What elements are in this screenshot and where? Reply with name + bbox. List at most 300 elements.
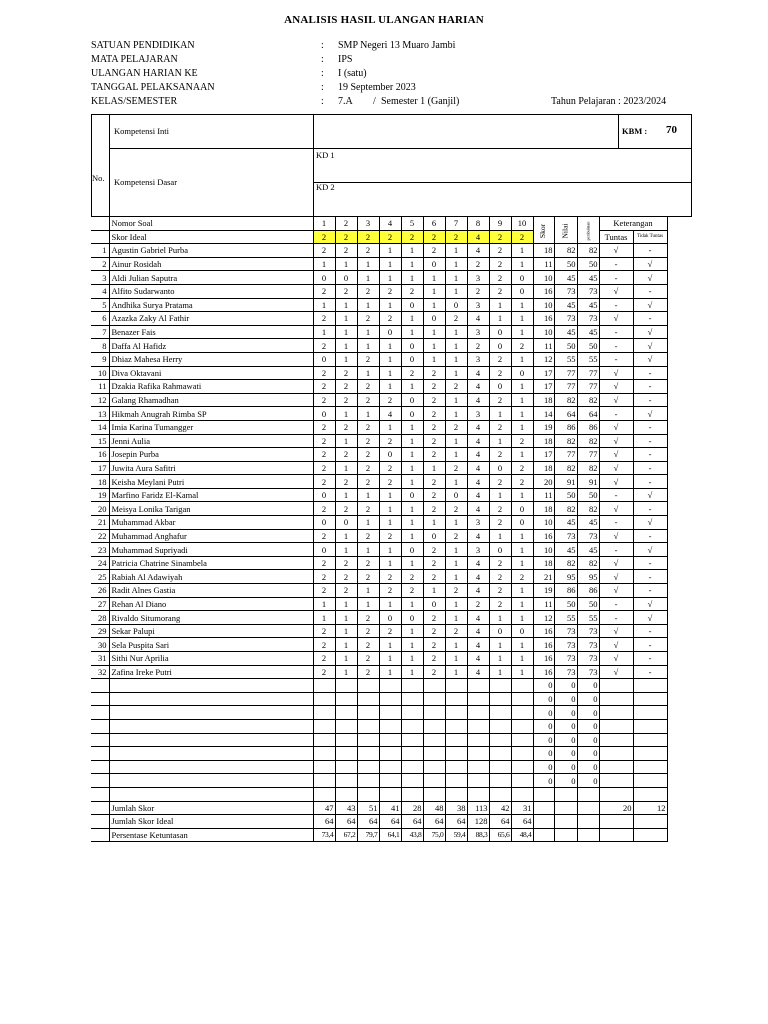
question-score: 2 [423,638,445,652]
question-score: 1 [511,298,533,312]
question-score: 2 [313,556,335,570]
ideal-score: 4 [467,230,489,244]
header-slash: / [373,96,376,107]
header-line [91,81,701,94]
row-number [91,787,109,801]
grade-value: 0 [554,692,577,706]
student-number: 28 [91,611,109,625]
question-score: 0 [313,488,335,502]
tuntas-mark: √ [599,584,633,598]
header-label: ULANGAN HARIAN KE [91,68,198,79]
question-score: 1 [313,597,335,611]
question-score: 2 [357,352,379,366]
question-score: 2 [313,502,335,516]
question-score: 2 [357,420,379,434]
question-score: 1 [335,543,357,557]
total-score: 16 [533,665,554,679]
question-score: 1 [445,570,467,584]
question-score: 2 [489,556,511,570]
question-score: 2 [423,434,445,448]
question-score: 1 [445,611,467,625]
question-score [423,719,445,733]
question-score: 2 [423,624,445,638]
student-name: Muhammad Supriyadi [109,543,313,557]
tidak-tuntas-mark [633,747,667,761]
question-score [489,733,511,747]
question-score: 1 [511,407,533,421]
tuntas-mark: - [599,597,633,611]
question-score: 4 [379,407,401,421]
tuntas-mark [599,760,633,774]
question-score: 2 [335,475,357,489]
table-row [91,652,667,666]
question-score [489,679,511,693]
blank-cell [467,787,489,801]
question-score: 1 [445,652,467,666]
rounded-grade: 86 [577,584,599,598]
grade-value: 0 [554,774,577,788]
header-label: KELAS/SEMESTER [91,96,178,107]
question-score: 2 [357,570,379,584]
question-score [511,774,533,788]
table-row [91,352,667,366]
jumlah-skor-value: 41 [379,801,401,815]
blank-cell [313,787,335,801]
blank-cell [554,828,577,842]
question-score: 1 [445,366,467,380]
student-name: Patricia Chatrine Sinambela [109,556,313,570]
tuntas-mark: - [599,257,633,271]
question-score [401,692,423,706]
header-colon: : [321,96,324,107]
grade-value: 91 [554,475,577,489]
blank-cell [599,815,633,829]
question-score: 1 [423,352,445,366]
question-score: 2 [489,284,511,298]
question-score: 1 [335,257,357,271]
tidak-tuntas-mark: - [633,638,667,652]
ideal-score: 2 [445,230,467,244]
tidak-tuntas-mark: √ [633,298,667,312]
total-score: 0 [533,692,554,706]
rounded-grade: 73 [577,529,599,543]
grade-value: 0 [554,733,577,747]
question-score: 2 [445,312,467,326]
question-score [379,760,401,774]
student-number: 31 [91,652,109,666]
student-number: 8 [91,339,109,353]
question-number: 1 [313,217,335,231]
question-score: 2 [423,448,445,462]
student-number: 6 [91,312,109,326]
rounded-grade: 50 [577,488,599,502]
question-score: 0 [401,298,423,312]
question-score: 4 [467,488,489,502]
table-row [91,665,667,679]
ideal-score: 2 [379,230,401,244]
blank-cell [511,787,533,801]
tidak-tuntas-mark: √ [633,516,667,530]
question-score: 2 [511,475,533,489]
student-number: 3 [91,271,109,285]
question-score: 2 [401,284,423,298]
jumlah-skor-value: 47 [313,801,335,815]
tuntas-mark [599,706,633,720]
question-score: 4 [467,624,489,638]
total-score: 18 [533,393,554,407]
question-score [313,774,335,788]
question-score [401,719,423,733]
grade-value: 77 [554,448,577,462]
nomor-soal-label: Nomor Soal [109,217,313,231]
total-score: 18 [533,461,554,475]
header-value: IPS [338,54,353,65]
grade-value: 82 [554,434,577,448]
question-score: 4 [467,244,489,258]
persentase-ketuntasan-value: 88,3 [467,828,489,842]
question-score: 1 [511,529,533,543]
student-name: Aldi Julian Saputra [109,271,313,285]
rounded-grade: 82 [577,393,599,407]
tuntas-mark [599,692,633,706]
total-score: 10 [533,516,554,530]
tuntas-mark: √ [599,461,633,475]
tidak-tuntas-mark: - [633,284,667,298]
header-value: SMP Negeri 13 Muaro Jambi [338,40,456,51]
blank-cell [401,787,423,801]
table-row [91,244,667,258]
total-score: 10 [533,543,554,557]
pembulatan-header [577,217,599,244]
question-score: 0 [401,611,423,625]
tuntas-mark: √ [599,475,633,489]
question-score [511,747,533,761]
tuntas-mark: √ [599,624,633,638]
question-score: 1 [489,529,511,543]
grade-value: 50 [554,257,577,271]
question-score: 0 [511,624,533,638]
question-score: 2 [445,380,467,394]
tidak-tuntas-mark [633,679,667,693]
question-score [423,747,445,761]
ideal-score: 2 [357,230,379,244]
rounded-grade: 73 [577,312,599,326]
question-score [467,692,489,706]
question-score [313,692,335,706]
grade-value: 73 [554,638,577,652]
tuntas-mark: √ [599,665,633,679]
rounded-grade: 0 [577,692,599,706]
tidak-tuntas-mark: - [633,556,667,570]
jumlah-skor-ideal-value: 64 [379,815,401,829]
header-label: TANGGAL PELAKSANAAN [91,82,215,93]
question-score: 2 [489,271,511,285]
total-score: 21 [533,570,554,584]
question-score [423,679,445,693]
question-score [423,733,445,747]
question-score: 2 [423,570,445,584]
tuntas-mark: √ [599,638,633,652]
total-score: 12 [533,352,554,366]
kd2-label: KD 2 [316,182,335,192]
question-score: 1 [423,298,445,312]
question-number: 10 [511,217,533,231]
question-score: 0 [335,516,357,530]
question-score: 1 [445,543,467,557]
empty-row [91,733,667,747]
student-name: Benazer Fais [109,325,313,339]
jumlah-skor-value: 28 [401,801,423,815]
question-score: 1 [511,393,533,407]
question-score: 1 [379,380,401,394]
question-score: 1 [379,488,401,502]
question-score: 4 [467,652,489,666]
question-score: 1 [379,366,401,380]
tuntas-mark [599,733,633,747]
question-score [467,719,489,733]
header-value: 19 September 2023 [338,82,416,93]
row-number [91,801,109,815]
student-name: Keisha Meylani Putri [109,475,313,489]
rounded-grade: 45 [577,298,599,312]
tuntas-mark: √ [599,502,633,516]
question-score [489,774,511,788]
student-name: Rabiah Al Adawiyah [109,570,313,584]
question-score [511,760,533,774]
blank-cell [489,787,511,801]
question-score: 2 [357,448,379,462]
student-number: 32 [91,665,109,679]
question-score: 0 [313,352,335,366]
grade-value: 73 [554,652,577,666]
table-row [91,597,667,611]
student-number: 15 [91,434,109,448]
total-score: 16 [533,638,554,652]
student-name [109,747,313,761]
question-score [379,692,401,706]
tuntas-mark: - [599,516,633,530]
question-score: 2 [401,366,423,380]
question-number: 4 [379,217,401,231]
jumlah-skor-ideal-value: 64 [401,815,423,829]
question-score: 2 [313,570,335,584]
table-row [91,257,667,271]
student-name [109,692,313,706]
question-score: 0 [511,502,533,516]
question-score: 2 [511,461,533,475]
question-score: 1 [335,665,357,679]
question-score [335,747,357,761]
question-score: 1 [335,638,357,652]
question-score: 2 [379,284,401,298]
question-score: 2 [313,420,335,434]
tuntas-mark: √ [599,570,633,584]
tuntas-mark: - [599,298,633,312]
question-score: 0 [489,624,511,638]
tidak-tuntas-mark: - [633,665,667,679]
tuntas-mark: - [599,488,633,502]
question-score [467,679,489,693]
header-tahun-pelajaran: Tahun Pelajaran : 2023/2024 [551,96,667,107]
question-score: 1 [423,461,445,475]
question-score [335,733,357,747]
question-score [445,692,467,706]
question-score: 2 [423,475,445,489]
student-name [109,774,313,788]
question-score: 4 [467,665,489,679]
question-score: 2 [335,502,357,516]
question-score: 1 [511,325,533,339]
question-score: 1 [335,325,357,339]
question-score: 2 [335,244,357,258]
student-name [109,706,313,720]
question-score: 2 [313,393,335,407]
question-score: 0 [511,271,533,285]
tidak-tuntas-mark: √ [633,407,667,421]
question-score: 4 [467,434,489,448]
question-score: 1 [423,284,445,298]
tuntas-mark: - [599,407,633,421]
table-row [91,570,667,584]
rounded-grade: 45 [577,325,599,339]
rounded-grade: 55 [577,352,599,366]
question-score: 0 [489,339,511,353]
question-score [313,706,335,720]
grade-value: 0 [554,719,577,733]
table-row [91,271,667,285]
rounded-grade: 0 [577,719,599,733]
question-score: 0 [335,271,357,285]
grade-value: 50 [554,597,577,611]
grade-value: 45 [554,298,577,312]
question-score: 1 [401,638,423,652]
question-score: 2 [445,420,467,434]
tidak-tuntas-mark: - [633,529,667,543]
blank-cell [633,828,667,842]
tidak-tuntas-mark [633,719,667,733]
rounded-grade: 0 [577,774,599,788]
kompetensi-dasar-label: Kompetensi Dasar [114,177,178,187]
rounded-grade: 73 [577,652,599,666]
question-score: 2 [489,393,511,407]
question-score: 2 [401,584,423,598]
jumlah-skor-ideal-value: 64 [423,815,445,829]
row-number [91,774,109,788]
student-name: Daffa Al Hafidz [109,339,313,353]
question-score [511,692,533,706]
question-score [467,774,489,788]
question-score: 1 [379,665,401,679]
blank-cell [423,787,445,801]
table-row [91,380,667,394]
blank-cell [445,787,467,801]
question-score: 1 [511,597,533,611]
question-score: 2 [489,352,511,366]
question-score: 1 [313,611,335,625]
question-score: 1 [357,584,379,598]
question-score: 1 [511,488,533,502]
student-number: 24 [91,556,109,570]
empty-row [91,774,667,788]
question-score [423,692,445,706]
question-score [335,719,357,733]
question-number: 2 [335,217,357,231]
question-score: 1 [357,257,379,271]
student-name: Rivaldo Situmorang [109,611,313,625]
question-score: 2 [379,393,401,407]
tuntas-mark: - [599,271,633,285]
question-score: 1 [401,434,423,448]
question-score: 1 [511,312,533,326]
rounded-grade: 50 [577,339,599,353]
grade-value: 86 [554,584,577,598]
question-score: 4 [467,366,489,380]
question-score: 4 [467,611,489,625]
row-number [91,230,109,244]
question-score: 1 [445,244,467,258]
question-score: 0 [401,488,423,502]
blank-cell [577,787,599,801]
question-score: 2 [379,584,401,598]
question-score: 1 [423,516,445,530]
question-score: 1 [511,584,533,598]
question-score [489,719,511,733]
rounded-grade: 95 [577,570,599,584]
question-score: 0 [401,407,423,421]
total-score: 16 [533,624,554,638]
grade-value: 64 [554,407,577,421]
tidak-tuntas-mark: √ [633,543,667,557]
question-score: 1 [445,271,467,285]
question-score: 2 [511,339,533,353]
question-score: 1 [423,584,445,598]
question-score [445,774,467,788]
question-number: 9 [489,217,511,231]
question-score [467,747,489,761]
total-score: 16 [533,312,554,326]
total-score: 10 [533,325,554,339]
question-score: 2 [313,584,335,598]
question-score [445,719,467,733]
question-score: 2 [335,420,357,434]
question-score: 0 [511,366,533,380]
rounded-grade: 73 [577,624,599,638]
question-score: 2 [489,475,511,489]
student-name: Meisya Lonika Tarigan [109,502,313,516]
question-score: 1 [423,271,445,285]
question-score: 1 [511,556,533,570]
jumlah-skor-value: 51 [357,801,379,815]
student-name: Diva Oktavani [109,366,313,380]
question-score: 3 [467,516,489,530]
question-score: 4 [467,570,489,584]
question-score: 4 [467,461,489,475]
table-row [91,611,667,625]
question-score: 3 [467,298,489,312]
question-score: 2 [357,434,379,448]
question-score: 0 [313,271,335,285]
tidak-tuntas-mark: - [633,312,667,326]
question-score: 1 [423,325,445,339]
question-score: 4 [467,556,489,570]
question-score: 1 [445,475,467,489]
question-score: 1 [379,516,401,530]
question-score: 2 [379,461,401,475]
question-score: 0 [445,488,467,502]
question-number: 7 [445,217,467,231]
question-score: 0 [379,611,401,625]
grade-value: 73 [554,529,577,543]
